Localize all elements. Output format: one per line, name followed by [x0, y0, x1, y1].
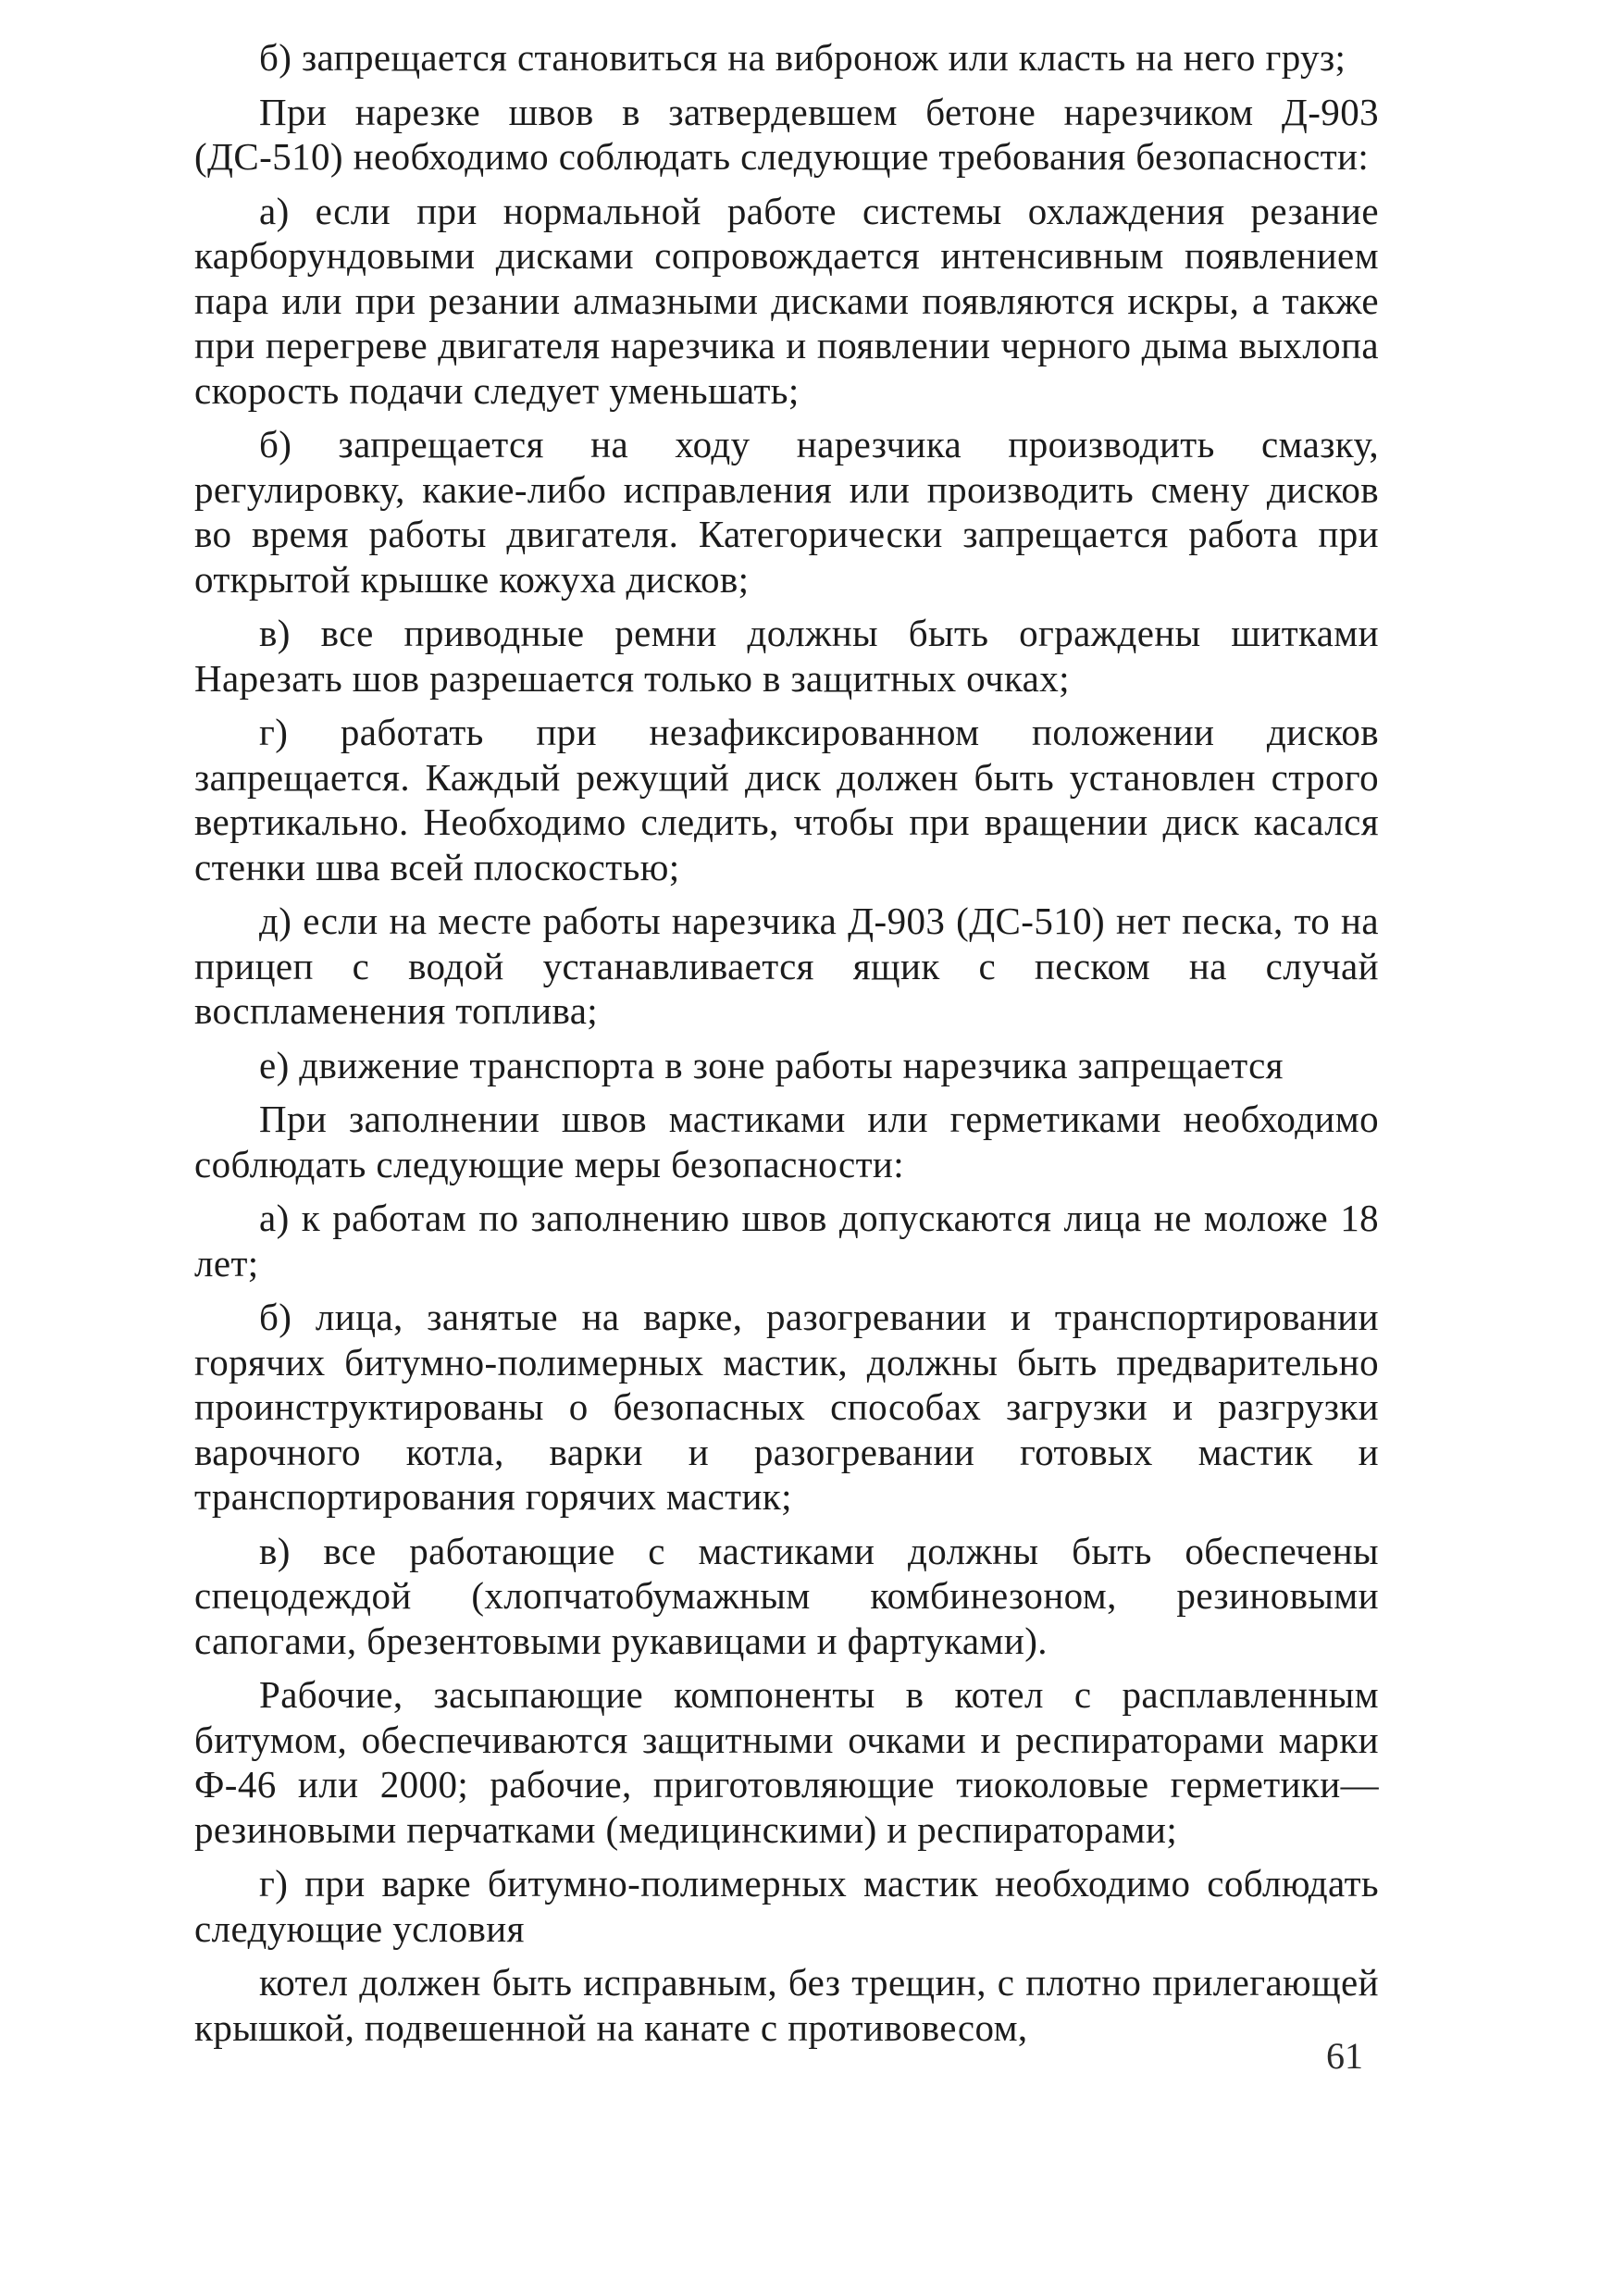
paragraph: е) движение транспорта в зоне работы нарезчика запрещается [259, 1043, 1284, 1086]
paragraph: г) работать при незафиксированном положении дисков запрещается. Каждый режущий диск должен быть установлен строго вертикально. Необходимо следить, чтобы при вращении диск касался стенки шва всей плоскостью; [194, 711, 1379, 888]
paragraph: б) запрещается на ходу нарезчика производить смазку, регулировку, какие-либо исправления или производить смену дисков во время работы двигателя. Категорически запрещается работа при открытой крышке кожуха дисков; [194, 423, 1379, 601]
paragraph: котел должен быть исправным, без трещин, с плотно прилегающей крышкой, подвешенной на канате с противовесом, [194, 1961, 1379, 2049]
page-number: 61 [1326, 2035, 1363, 2077]
paragraph: б) лица, занятые на варке, разогревании и транспортировании горячих битумно-полимерных мастик, должны быть предварительно проинструктированы о безопасных способах загрузки и разгрузки варочного котла, варки и разогревании готовых мастик и транспортирования горячих мастик; [194, 1296, 1379, 1518]
document-page [194, 35, 1379, 2059]
paragraph: д) если на месте работы нарезчика Д-903 (ДС-510) нет песка, то на прицеп с водой устанавливается ящик с песком на случай воспламенения топлива; [194, 900, 1379, 1032]
paragraph: а) к работам по заполнению швов допускаются лица не моложе 18 лет; [194, 1197, 1379, 1285]
paragraph: в) все приводные ремни должны быть ограждены шитками Нарезать шов разрешается только в защитных очках; [194, 612, 1379, 700]
paragraph: а) если при нормальной работе системы охлаждения резание карборундовыми дисками сопровождается интенсивным появлением пара или при резании алмазными дисками появляются искры, а также при перегреве двигателя нарезчика и появлении черного дыма выхлопа скорость подачи следует уменьшать; [194, 189, 1379, 412]
paragraph: При нарезке швов в затвердевшем бетоне нарезчиком Д-903 (ДС-510) необходимо соблюдать следующие требования безопасности: [194, 90, 1379, 178]
paragraph: При заполнении швов мастиками или герметиками необходимо соблюдать следующие меры безопасности: [194, 1098, 1379, 1185]
paragraph: г) при варке битумно-полимерных мастик необходимо соблюдать следующие условия [194, 1862, 1379, 1950]
paragraph: в) все работающие с мастиками должны быть обеспечены спецодеждой (хлопчатобумажным комбинезоном, резиновыми сапогами, брезентовыми рукавицами и фартуками). [194, 1529, 1379, 1662]
paragraph: Рабочие, засыпающие компоненты в котел с расплавленным битумом, обеспечиваются защитными очками и респираторами марки Ф-46 или 2000; рабочие, приготовляющие тиоколовые герметики—резиновыми перчатками (медицинскими) и респираторами; [194, 1673, 1379, 1851]
paragraph: б) запрещается становиться на вибронож или класть на него груз; [259, 36, 1346, 79]
